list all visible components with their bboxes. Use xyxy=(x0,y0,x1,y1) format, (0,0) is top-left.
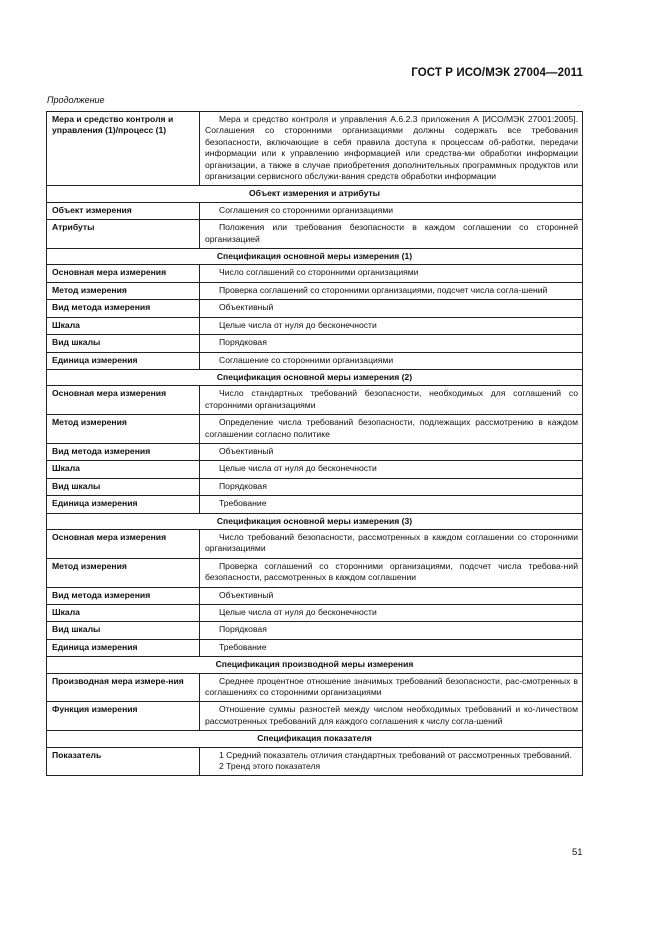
row-value-text: Соглашения со сторонними организациями xyxy=(219,204,394,215)
row-value xyxy=(200,478,583,495)
table-row xyxy=(47,202,583,219)
row-value-text: Отношение суммы разностей между числом необходимых требований и ко-личеством рассмотренных требований для каждого соглашения к числу согла-шений xyxy=(205,704,578,726)
indicator-item: 2 Тренд этого показателя xyxy=(219,761,321,772)
row-value-text: Порядковая xyxy=(219,337,267,348)
page-number: 51 xyxy=(572,847,583,858)
table-row xyxy=(47,265,583,282)
row-value-text: Объективный xyxy=(219,589,274,600)
table-row xyxy=(47,622,583,639)
row-value-text: Порядковая xyxy=(219,624,267,635)
row-value-text: Определение числа требований безопасности, подлежащих рассмотрению в каждом соглашении согласно политике xyxy=(205,417,578,439)
row-value-text: Положения или требования безопасности в каждом соглашении со сторонней организацией xyxy=(205,222,578,244)
row-value-text: Требование xyxy=(219,641,267,652)
row-value xyxy=(200,673,583,702)
table-row xyxy=(47,529,583,558)
section-header-row xyxy=(47,657,583,673)
table-row xyxy=(47,673,583,702)
row-label: Шкала xyxy=(47,317,200,334)
row-value-text: Число стандартных требований безопасности, необходимых для соглашений со сторонними организациями xyxy=(205,388,578,410)
table-row xyxy=(47,220,583,249)
table-row xyxy=(47,747,583,776)
table-row xyxy=(47,282,583,299)
row-value-text: Порядковая xyxy=(219,480,267,491)
table-row xyxy=(47,386,583,415)
row-value-text: Объективный xyxy=(219,445,274,456)
row-value xyxy=(200,220,583,249)
row-label: Шкала xyxy=(47,605,200,622)
indicator-item: 1 Средний показатель отличия стандартных требований от рассмотренных требований. xyxy=(219,749,572,760)
table-row xyxy=(47,587,583,604)
row-label: Мера и средство контроля и управления (1)/процесс (1) xyxy=(47,112,200,186)
section-title: Спецификация основной меры измерения (1) xyxy=(47,249,583,265)
row-value-text: Проверка соглашений со сторонними организациями, подсчет числа согла-шений xyxy=(219,284,548,295)
row-label: Единица измерения xyxy=(47,352,200,369)
row-value xyxy=(200,352,583,369)
table-row xyxy=(47,478,583,495)
table-row xyxy=(47,702,583,731)
section-header-row xyxy=(47,369,583,385)
row-value xyxy=(200,639,583,656)
row-label: Вид шкалы xyxy=(47,478,200,495)
row-label: Метод измерения xyxy=(47,282,200,299)
row-value-text: Число соглашений со сторонними организациями xyxy=(219,267,419,278)
table-row xyxy=(47,558,583,587)
section-header-row xyxy=(47,186,583,202)
section-title: Спецификация производной меры измерения xyxy=(47,657,583,673)
row-value xyxy=(200,386,583,415)
row-label: Объект измерения xyxy=(47,202,200,219)
section-title: Спецификация основной меры измерения (3) xyxy=(47,513,583,529)
row-value-text: Требование xyxy=(219,498,267,509)
row-label: Метод измерения xyxy=(47,558,200,587)
row-value-text: Соглашение со сторонними организациями xyxy=(219,354,394,365)
row-value-text: Целые числа от нуля до бесконечности xyxy=(219,319,377,330)
table-row xyxy=(47,317,583,334)
row-value xyxy=(200,587,583,604)
row-label: Шкала xyxy=(47,461,200,478)
table-row xyxy=(47,605,583,622)
row-label: Основная мера измерения xyxy=(47,529,200,558)
row-label: Производная мера измере-ния xyxy=(47,673,200,702)
row-value-text: Среднее процентное отношение значимых требований безопасности, рас-смотренных в соглашениях со сторонними организациями xyxy=(205,675,578,698)
row-value xyxy=(200,702,583,731)
row-label: Атрибуты xyxy=(47,220,200,249)
row-label: Основная мера измерения xyxy=(47,386,200,415)
table-row xyxy=(47,639,583,656)
row-value xyxy=(200,317,583,334)
row-value xyxy=(200,747,583,776)
row-value xyxy=(200,265,583,282)
row-label: Вид метода измерения xyxy=(47,300,200,317)
row-label: Единица измерения xyxy=(47,496,200,513)
row-value xyxy=(200,622,583,639)
table-row xyxy=(47,496,583,513)
section-header-row xyxy=(47,249,583,265)
row-label: Функция измерения xyxy=(47,702,200,731)
row-value-text: Целые числа от нуля до бесконечности xyxy=(219,463,377,474)
row-value xyxy=(200,443,583,460)
row-label: Вид метода измерения xyxy=(47,587,200,604)
table-row xyxy=(47,443,583,460)
table-row xyxy=(47,112,583,186)
row-value-text: Число требований безопасности, рассмотренных в каждом соглашении со сторонними организациями xyxy=(205,531,578,554)
row-label: Единица измерения xyxy=(47,639,200,656)
section-title: Спецификация показателя xyxy=(47,731,583,747)
row-value xyxy=(200,300,583,317)
row-value-text: Проверка соглашений со сторонними организациями, подсчет числа требова-ний безопасности, рассмотренных в каждом соглашении xyxy=(205,560,578,583)
section-header-row xyxy=(47,513,583,529)
row-value xyxy=(200,202,583,219)
table-row xyxy=(47,415,583,444)
section-header-row xyxy=(47,731,583,747)
measurement-spec-table xyxy=(46,111,583,776)
row-label: Вид шкалы xyxy=(47,622,200,639)
row-value xyxy=(200,112,583,186)
row-label: Метод измерения xyxy=(47,415,200,444)
table-row xyxy=(47,352,583,369)
row-value-text: Мера и средство контроля и управления А.6.2.3 приложения А [ИСО/МЭК 27001:2005]. Соглашения со сторонними организациями должны содержать все требования безопасности, включающие в себя правила доступа к процессам об-работки, передачи информации или к управлению информацией или средства-ми обработки информации организации, а также в случае приобретения дополнительных программных продуктов или организации сервисного обслужи-вания средств обработки информации xyxy=(205,114,578,182)
table-row xyxy=(47,300,583,317)
row-value xyxy=(200,605,583,622)
row-label: Показатель xyxy=(47,747,200,776)
row-value xyxy=(200,529,583,558)
row-value xyxy=(200,282,583,299)
continuation-label: Продолжение xyxy=(47,95,105,105)
row-value xyxy=(200,558,583,587)
row-value-text: Объективный xyxy=(219,302,274,313)
table-row xyxy=(47,461,583,478)
row-label: Основная мера измерения xyxy=(47,265,200,282)
section-title: Спецификация основной меры измерения (2) xyxy=(47,369,583,385)
section-title: Объект измерения и атрибуты xyxy=(47,186,583,202)
row-value xyxy=(200,415,583,444)
row-label: Вид шкалы xyxy=(47,335,200,352)
row-value xyxy=(200,496,583,513)
row-label: Вид метода измерения xyxy=(47,443,200,460)
row-value xyxy=(200,461,583,478)
table-row xyxy=(47,335,583,352)
document-header: ГОСТ Р ИСО/МЭК 27004—2011 xyxy=(411,67,583,79)
row-value-text: Целые числа от нуля до бесконечности xyxy=(219,607,377,617)
row-value xyxy=(200,335,583,352)
